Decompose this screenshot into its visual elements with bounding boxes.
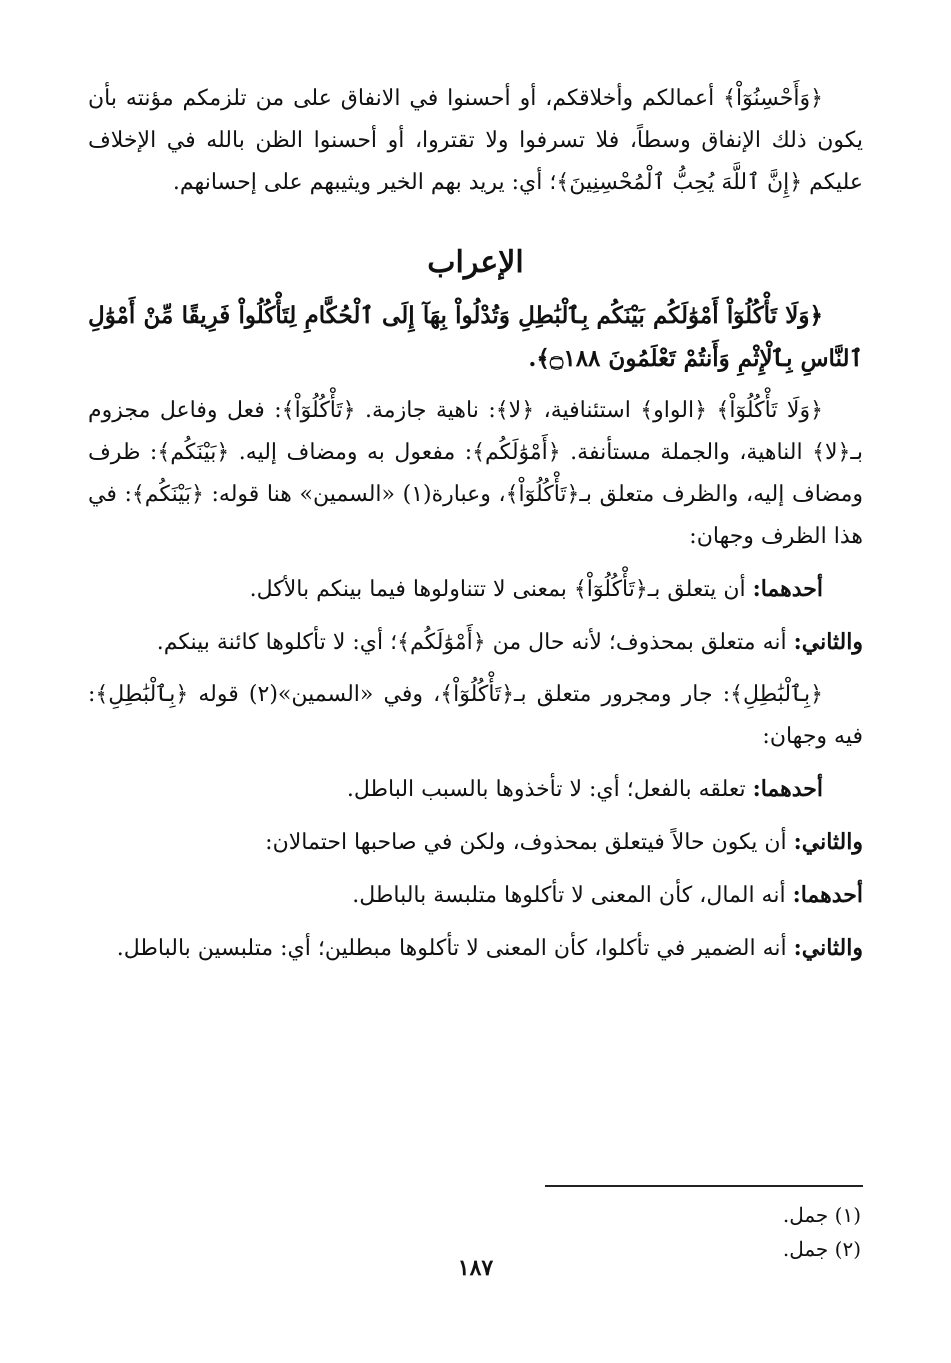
option-text: تعلقه بالفعل؛ أي: لا تأخذوها بالسبب الباطل.	[346, 777, 746, 802]
option-label: والثاني:	[793, 829, 863, 855]
irab-option-2	[88, 621, 863, 664]
option-text: أنه متعلق بمحذوف؛ لأنه حال من ﴿أَمْوَٰلَكُم﴾؛ أي: لا تأكلوها كائنة بينكم.	[156, 630, 787, 655]
option-text: أنه الضمير في تأكلوا، كأن المعنى لا تأكلوها مبطلين؛ أي: متلبسين بالباطل.	[116, 936, 787, 961]
section-heading: الإعراب	[427, 245, 524, 280]
option-label: والثاني:	[793, 935, 863, 961]
irab-paragraph-1: ﴿وَلَا تَأْكُلُوٓاْ﴾ ﴿الواو﴾ استئنافية، ﴿لا﴾: ناهية جازمة. ﴿تَأْكُلُوٓاْ﴾: فعل وفاعل مجزوم بـ﴿لا﴾ الناهية، والجملة مستأنفة. ﴿أَمْوَٰلَكُم﴾: مفعول به ومضاف إليه. ﴿بَيْنَكُم﴾: ظرف ومضاف إليه، والظرف متعلق بـ﴿تَأْكُلُوٓاْ﴾، وعبارة(١) «السمين» هنا قوله: ﴿بَيْنَكُم﴾: في هذا الظرف وجهان:	[88, 398, 863, 549]
page-number: ١٨٧	[457, 1255, 494, 1281]
irab-option-1	[88, 568, 863, 611]
irab-sub-option-3	[88, 874, 863, 917]
quran-verse: ﴿وَلَا تَأْكُلُوٓاْ أَمْوَٰلَكُم بَيْنَكُم بِٱلْبَٰطِلِ وَتُدْلُواْ بِهَآ إِلَى ٱلْحُكَّامِ لِتَأْكُلُواْ فَرِيقًا مِّنْ أَمْوَٰلِ ٱلنَّاسِ بِٱلْإِثْمِ وَأَنتُمْ تَعْلَمُونَ ۝١٨٨﴾.	[88, 302, 863, 372]
footnote-2: (٢) جمل.	[782, 1237, 861, 1261]
irab-sub-option-2	[88, 821, 863, 864]
option-label: أحدهما:	[792, 882, 863, 908]
option-label: أحدهما:	[752, 576, 823, 602]
irab-sub-option-1	[88, 768, 863, 811]
footnote-1: (١) جمل.	[782, 1203, 861, 1227]
option-text: أنه المال، كأن المعنى لا تأكلوها متلبسة بالباطل.	[352, 883, 786, 908]
footnote-divider	[545, 1185, 863, 1187]
option-text: أن يتعلق بـ﴿تَأْكُلُوٓاْ﴾ بمعنى لا تتناولوها فيما بينكم بالأكل.	[249, 577, 746, 602]
option-text: أن يكون حالاً فيتعلق بمحذوف، ولكن في صاحبها احتمالان:	[265, 830, 787, 855]
irab-paragraph-2: ﴿بِٱلْبَٰطِلِ﴾: جار ومجرور متعلق بـ﴿تَأْكُلُوٓاْ﴾، وفي «السمين»(٢) قوله ﴿بِٱلْبَٰطِلِ﴾: فيه وجهان:	[88, 682, 863, 749]
tafsir-paragraph: ﴿وَأَحْسِنُوٓاْ﴾ أعمالكم وأخلاقكم، أو أحسنوا في الانفاق على من تلزمكم مؤنته بأن يكون ذلك الإنفاق وسطاً، فلا تسرفوا ولا تقتروا، أو أحسنوا الظن بالله في الإخلاف عليكم ﴿إِنَّ ٱللَّهَ يُحِبُّ ٱلْمُحْسِنِينَ﴾؛ أي: يريد بهم الخير ويثيبهم على إحسانهم.	[88, 86, 863, 195]
option-label: والثاني:	[793, 629, 863, 655]
page-body	[88, 78, 863, 980]
irab-sub-option-4	[88, 927, 863, 970]
option-label: أحدهما:	[752, 776, 823, 802]
